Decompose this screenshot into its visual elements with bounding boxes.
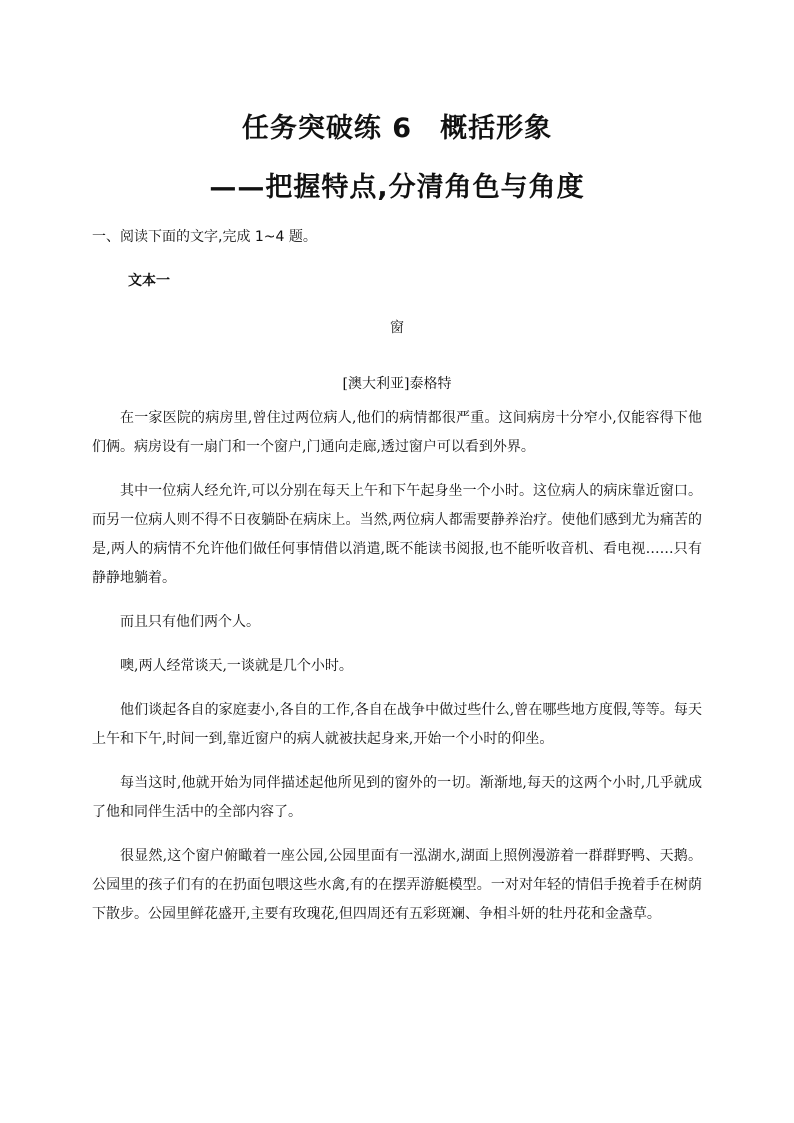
story-title: 窗 (390, 320, 404, 336)
page-title: 任务突破练 6 概括形象 (241, 113, 553, 144)
paragraph: 很显然,这个窗户俯瞰着一座公园,公园里面有一泓湖水,湖面上照例漫游着一群群野鸭、天鹅。公园里的孩子们有的在扔面包喂这些水禽,有的在摆弄游艇模型。一对对年轻的情侣手挽着手在树荫下散步。公园里鲜花盛开,主要有玫瑰花,但四周还有五彩斑斓、争相斗妍的牡丹花和金盏草。 (92, 848, 702, 922)
section-heading: 一、阅读下面的文字,完成 1~4 题。 (92, 229, 317, 245)
paragraph: 其中一位病人经允许,可以分别在每天上午和下午起身坐一个小时。这位病人的病床靠近窗口。而另一位病人则不得不日夜躺卧在病床上。当然,两位病人都需要静养治疗。使他们感到尤为痛苦的是,两人的病情不允许他们做任何事情借以消遣,既不能读书阅报,也不能听收音机、看电视……只有静静地躺着。 (92, 483, 702, 586)
paragraph: 每当这时,他就开始为同伴描述起他所见到的窗外的一切。渐渐地,每天的这两个小时,几乎就成了他和同伴生活中的全部内容了。 (92, 775, 702, 820)
paragraph: 而且只有他们两个人。 (120, 614, 260, 630)
text-label: 文本一 (128, 273, 170, 289)
paragraph: 他们谈起各自的家庭妻小,各自的工作,各自在战争中做过些什么,曾在哪些地方度假,等等。每天上午和下午,时间一到,靠近窗户的病人就被扶起身来,开始一个小时的仰坐。 (92, 702, 702, 747)
paragraph: 噢,两人经常谈天,一谈就是几个小时。 (120, 658, 353, 674)
story-author: [澳大利亚]泰格特 (342, 376, 452, 392)
paragraph: 在一家医院的病房里,曾住过两位病人,他们的病情都很严重。这间病房十分窄小,仅能容得下他们俩。病房设有一扇门和一个窗户,门通向走廊,透过窗户可以看到外界。 (92, 410, 702, 455)
page-subtitle: ——把握特点,分清角色与角度 (209, 172, 585, 203)
story-body (92, 404, 702, 944)
